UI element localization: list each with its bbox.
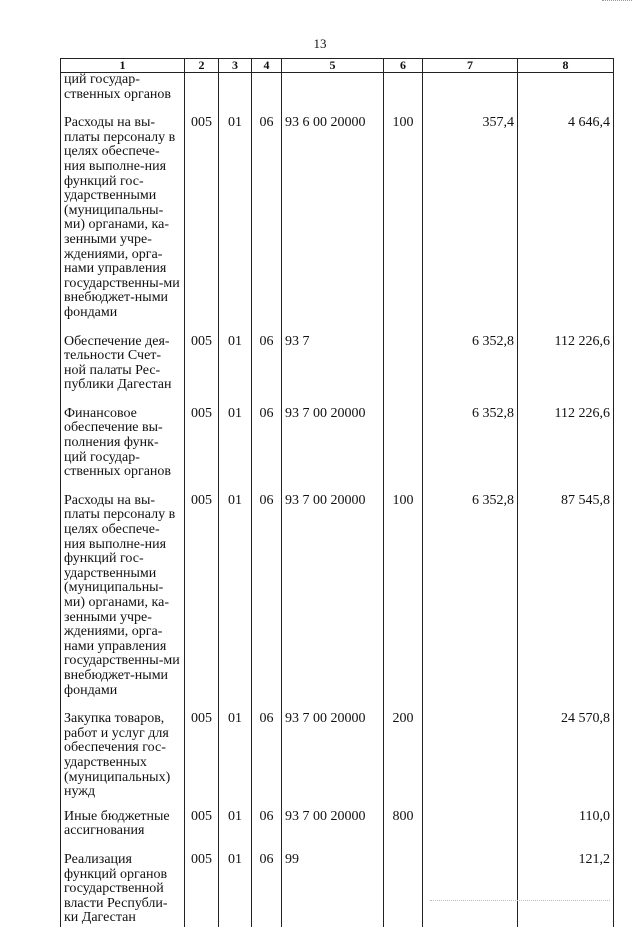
spacer-cell: [252, 393, 282, 407]
spacer-cell: [518, 393, 614, 407]
spacer-cell: [423, 321, 518, 335]
amount-col8-cell: 110,0: [518, 810, 614, 839]
ministry-code-cell: 005: [185, 853, 219, 927]
subsection-code-cell: 06: [252, 853, 282, 927]
spacer-cell: [252, 321, 282, 335]
table-row: [61, 494, 614, 698]
ministry-code-cell: 005: [185, 810, 219, 839]
spacer-cell: [185, 102, 219, 116]
target-article-cell: 93 7 00 20000: [282, 712, 384, 800]
expense-type-cell: [384, 407, 423, 480]
amount-col8-cell: [518, 73, 614, 103]
table-row: [61, 116, 614, 320]
spacer-cell: [185, 393, 219, 407]
row-spacer: [61, 393, 614, 407]
spacer-cell: [282, 839, 384, 853]
ministry-code-cell: [185, 73, 219, 103]
row-name-cell: Обеспечение дея-тельности Счет-ной палаты Рес-публики Дагестан: [61, 335, 185, 393]
spacer-cell: [61, 321, 185, 335]
expense-type-cell: 200: [384, 712, 423, 800]
table-row: [61, 335, 614, 393]
table-header-row: [61, 59, 614, 73]
column-header: 4: [252, 59, 282, 73]
amount-col8-cell: 112 226,6: [518, 407, 614, 480]
scan-mark: [602, 0, 632, 2]
spacer-cell: [185, 839, 219, 853]
column-header: 5: [282, 59, 384, 73]
table-row: [61, 810, 614, 839]
subsection-code-cell: 06: [252, 810, 282, 839]
spacer-cell: [384, 839, 423, 853]
column-header: 6: [384, 59, 423, 73]
amount-col7-cell: 357,4: [423, 116, 518, 320]
spacer-cell: [423, 698, 518, 712]
row-name-cell: Закупка товаров, работ и услуг для обеспечения гос-ударственных (муниципальных) нужд: [61, 712, 185, 800]
spacer-cell: [185, 480, 219, 494]
ministry-code-cell: 005: [185, 712, 219, 800]
row-name-cell: Расходы на вы-платы персоналу в целях обеспече-ния выполне-ния функций гос-ударственными (муниципальны-ми) органами, ка-зенными учре-ждениями, орга-нами управления государственны-ми внебюджет-ными фондами: [61, 494, 185, 698]
target-article-cell: 93 7 00 20000: [282, 810, 384, 839]
target-article-cell: 93 7 00 20000: [282, 407, 384, 480]
subsection-code-cell: 06: [252, 494, 282, 698]
spacer-cell: [518, 698, 614, 712]
spacer-cell: [384, 321, 423, 335]
subsection-code-cell: 06: [252, 407, 282, 480]
spacer-cell: [282, 698, 384, 712]
section-code-cell: 01: [219, 494, 252, 698]
amount-col7-cell: 6 352,8: [423, 407, 518, 480]
spacer-cell: [282, 321, 384, 335]
spacer-cell: [185, 698, 219, 712]
row-spacer: [61, 698, 614, 712]
spacer-cell: [219, 393, 252, 407]
spacer-cell: [252, 102, 282, 116]
row-name-cell: Иные бюджетные ассигнования: [61, 810, 185, 839]
spacer-cell: [423, 480, 518, 494]
table-row: [61, 712, 614, 800]
spacer-cell: [185, 321, 219, 335]
spacer-cell: [61, 698, 185, 712]
spacer-cell: [61, 393, 185, 407]
spacer-cell: [61, 839, 185, 853]
spacer-cell: [252, 480, 282, 494]
row-spacer: [61, 321, 614, 335]
expense-type-cell: [384, 73, 423, 103]
column-header: 8: [518, 59, 614, 73]
ministry-code-cell: 005: [185, 494, 219, 698]
subsection-code-cell: [252, 73, 282, 103]
subsection-code-cell: 06: [252, 712, 282, 800]
scan-mark: [430, 900, 610, 902]
expense-type-cell: 800: [384, 810, 423, 839]
amount-col8-cell: 112 226,6: [518, 335, 614, 393]
target-article-cell: 93 6 00 20000: [282, 116, 384, 320]
table-row: [61, 407, 614, 480]
amount-col7-cell: [423, 810, 518, 839]
row-name-cell: Расходы на вы-платы персоналу в целях обеспече-ния выполне-ния функций гос-ударственными (муниципальны-ми) органами, ка-зенными учре-ждениями, орга-нами управления государственны-ми внебюджет-ными фондами: [61, 116, 185, 320]
section-code-cell: [219, 73, 252, 103]
spacer-cell: [219, 321, 252, 335]
budget-table: [60, 58, 614, 927]
spacer-cell: [423, 102, 518, 116]
spacer-cell: [518, 839, 614, 853]
spacer-cell: [219, 102, 252, 116]
section-code-cell: 01: [219, 407, 252, 480]
target-article-cell: 99: [282, 853, 384, 927]
expense-type-cell: 100: [384, 494, 423, 698]
amount-col7-cell: 6 352,8: [423, 335, 518, 393]
target-article-cell: [282, 73, 384, 103]
expense-type-cell: [384, 335, 423, 393]
spacer-cell: [61, 480, 185, 494]
row-spacer: [61, 839, 614, 853]
amount-col8-cell: 121,2: [518, 853, 614, 927]
column-header: 1: [61, 59, 185, 73]
spacer-cell: [282, 480, 384, 494]
subsection-code-cell: 06: [252, 116, 282, 320]
column-header: 2: [185, 59, 219, 73]
target-article-cell: 93 7 00 20000: [282, 494, 384, 698]
amount-col7-cell: [423, 712, 518, 800]
amount-col8-cell: 24 570,8: [518, 712, 614, 800]
spacer-cell: [518, 321, 614, 335]
spacer-cell: [423, 393, 518, 407]
row-name-cell: ций государ-ственных органов: [61, 73, 185, 103]
amount-col7-cell: [423, 73, 518, 103]
spacer-cell: [219, 480, 252, 494]
ministry-code-cell: 005: [185, 407, 219, 480]
spacer-cell: [219, 698, 252, 712]
section-code-cell: 01: [219, 853, 252, 927]
ministry-code-cell: 005: [185, 335, 219, 393]
subsection-code-cell: 06: [252, 335, 282, 393]
row-spacer: [61, 102, 614, 116]
spacer-cell: [384, 393, 423, 407]
spacer-cell: [282, 102, 384, 116]
spacer-cell: [282, 393, 384, 407]
table-row: [61, 853, 614, 927]
section-code-cell: 01: [219, 810, 252, 839]
row-name-cell: Финансовое обеспечение вы-полнения функ-ций государ-ственных органов: [61, 407, 185, 480]
column-header: 3: [219, 59, 252, 73]
spacer-cell: [61, 102, 185, 116]
section-code-cell: 01: [219, 335, 252, 393]
spacer-cell: [423, 839, 518, 853]
expense-type-cell: 100: [384, 116, 423, 320]
spacer-cell: [252, 698, 282, 712]
spacer-cell: [252, 839, 282, 853]
page-number: 13: [313, 36, 327, 51]
amount-col8-cell: 87 545,8: [518, 494, 614, 698]
spacer-cell: [518, 102, 614, 116]
table-row: [61, 73, 614, 103]
column-header: 7: [423, 59, 518, 73]
section-code-cell: 01: [219, 712, 252, 800]
target-article-cell: 93 7: [282, 335, 384, 393]
amount-col7-cell: 6 352,8: [423, 494, 518, 698]
spacer-cell: [384, 698, 423, 712]
spacer-cell: [423, 800, 518, 810]
section-code-cell: 01: [219, 116, 252, 320]
row-spacer: [61, 480, 614, 494]
ministry-code-cell: 005: [185, 116, 219, 320]
spacer-cell: [219, 839, 252, 853]
expense-type-cell: [384, 853, 423, 927]
spacer-cell: [384, 102, 423, 116]
row-name-cell: Реализация функций органов государственной власти Республи-ки Дагестан: [61, 853, 185, 927]
amount-col7-cell: [423, 853, 518, 927]
spacer-cell: [518, 480, 614, 494]
spacer-cell: [384, 480, 423, 494]
amount-col8-cell: 4 646,4: [518, 116, 614, 320]
